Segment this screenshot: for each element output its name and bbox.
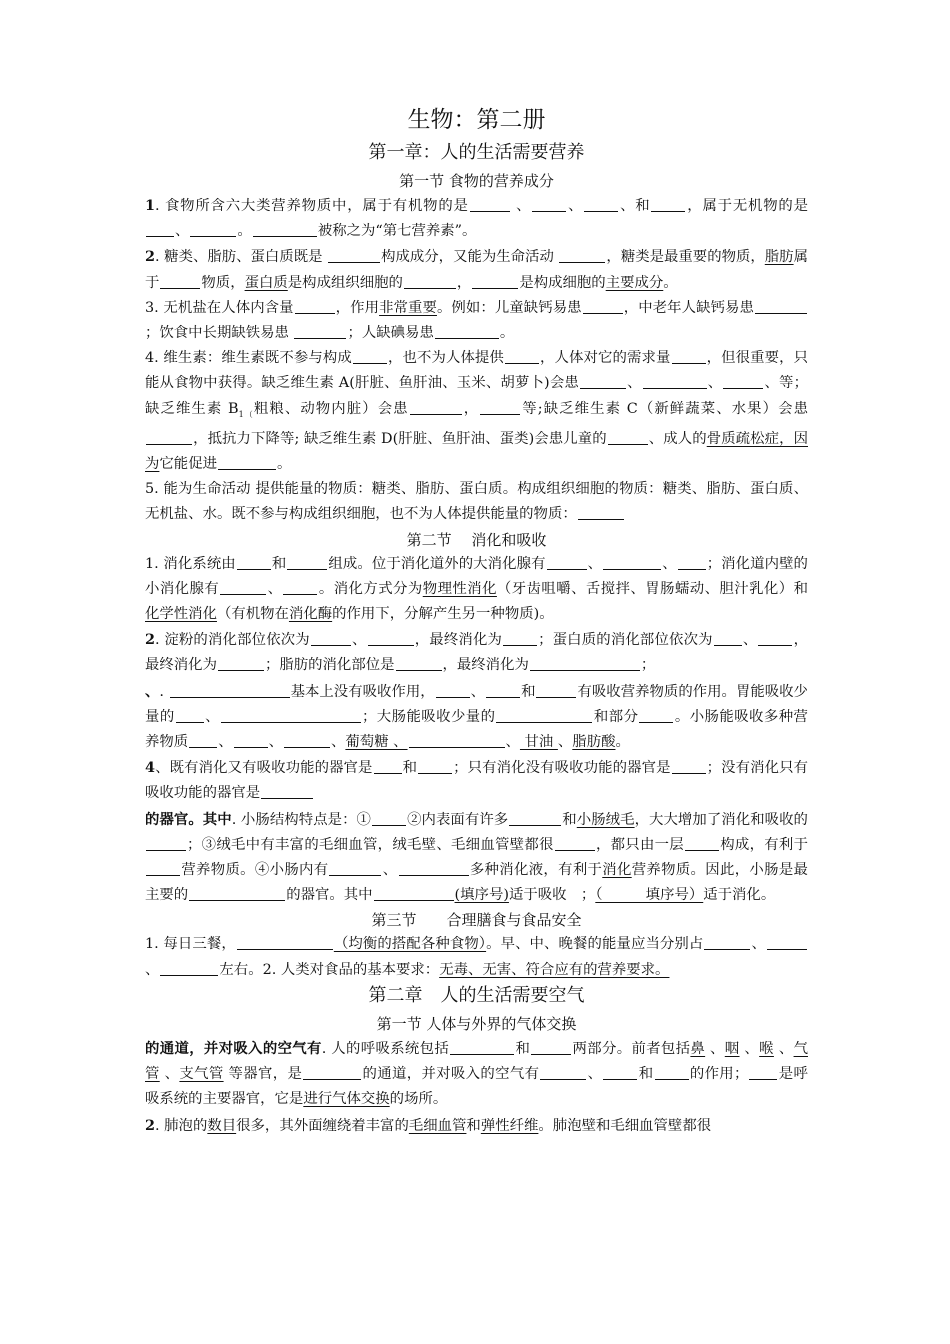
text: 、等；缺乏维生素 B <box>145 375 808 417</box>
text: 和 <box>515 1040 531 1057</box>
fill-blank <box>643 374 707 389</box>
fill-blank <box>536 682 576 697</box>
text: 的作用； <box>689 1066 749 1083</box>
text: 和部分 <box>593 708 639 725</box>
fill-blank <box>329 861 381 876</box>
text: 它能促进 <box>159 456 217 473</box>
fill-blank <box>532 197 566 212</box>
fill-blank <box>409 733 505 748</box>
fill-blank <box>372 810 406 825</box>
text: 、 <box>739 1040 760 1057</box>
text: 、 <box>470 683 486 700</box>
paragraph-1-2-5 <box>145 807 808 909</box>
fill-blank <box>672 349 706 364</box>
chapter-2-heading: 第二章 人的生活需要空气 <box>368 984 585 1006</box>
fill-blank <box>603 554 661 569</box>
underlined-answer: 消化酶 <box>288 606 333 623</box>
fill-blank <box>410 399 462 414</box>
text: 、 <box>773 1040 794 1057</box>
fill-blank <box>218 656 264 671</box>
fill-blank <box>146 429 192 444</box>
fill-blank <box>294 324 346 339</box>
item-number: 的通道，并对吸入的空气有 <box>145 1039 322 1057</box>
text: . 肺泡的 <box>155 1117 208 1134</box>
fill-blank <box>295 298 335 313</box>
text: 。例如：儿童缺钙易患 <box>436 299 582 316</box>
underlined-answer: 物理性消化 <box>422 580 497 597</box>
text: ，作用 <box>335 299 380 316</box>
underlined-answer: 蛋白质 <box>244 274 288 291</box>
fill-blank <box>603 1065 637 1080</box>
item-number: 2 <box>145 631 156 649</box>
text: 、 <box>557 734 573 751</box>
section-1-2-heading: 第二节 消化和吸收 <box>406 530 547 549</box>
fill-blank <box>283 579 317 594</box>
text: 、 <box>204 708 220 725</box>
text: 。 <box>663 274 678 291</box>
document-title: 生物：第二册 <box>407 107 546 133</box>
section-2-1-heading: 第一节 人体与外界的气体交换 <box>376 1014 577 1033</box>
paragraph-1-2-3 <box>145 679 808 756</box>
text: 等器官，是 <box>223 1066 303 1083</box>
text: 1. 消化系统由 <box>145 555 236 572</box>
text: 、 <box>145 961 160 978</box>
fill-blank <box>723 374 763 389</box>
text: 、 <box>159 1066 180 1083</box>
fill-blank <box>583 298 623 313</box>
paragraph-2-1-1 <box>145 1036 808 1113</box>
underlined-answer: 鼻 <box>690 1040 706 1057</box>
fill-blank <box>404 273 456 288</box>
paragraph-2-1-2 <box>145 1113 808 1139</box>
item-number: 的器官。其中 <box>145 810 232 828</box>
underlined-answer: 消化 <box>602 862 632 879</box>
text: 。 <box>615 734 630 751</box>
fill-blank <box>503 631 537 646</box>
paragraph-1-1-5 <box>145 477 808 527</box>
fill-blank <box>540 1065 586 1080</box>
text: ， <box>462 400 480 417</box>
fill-blank <box>450 1040 514 1055</box>
item-number: 、 <box>145 682 160 700</box>
underlined-answer: 甘油 <box>519 734 558 751</box>
text: ，都只由一层 <box>595 836 684 853</box>
text: 、 <box>505 734 520 751</box>
text: 多种消化液，有利于 <box>469 862 603 879</box>
fill-blank <box>435 324 499 339</box>
fill-blank <box>555 835 595 850</box>
underlined-answer: （均衡的搭配各种食物） <box>333 936 487 953</box>
underlined-answer: 小肠绒毛 <box>576 811 635 828</box>
text: . <box>159 683 169 700</box>
underlined-answer: 非常重要 <box>379 299 437 316</box>
text: 、和 <box>619 198 651 214</box>
text: ，属于无机物的是 <box>686 198 808 214</box>
text: 等;缺乏维生素 C（新鲜蔬菜、水果）会患 <box>521 400 808 417</box>
fill-blank <box>396 656 442 671</box>
fill-blank <box>218 455 276 470</box>
text: 。 <box>499 325 515 342</box>
fill-blank <box>559 248 605 263</box>
underlined-answer: 无毒、无害、符合应有的营养要求。 <box>439 961 670 978</box>
underlined-answer: 化学性消化 <box>145 606 217 623</box>
fill-blank <box>505 349 539 364</box>
fill-blank <box>758 631 792 646</box>
underlined-answer: 主要成分 <box>605 274 664 291</box>
text: 、 <box>382 862 398 879</box>
fill-blank <box>253 222 317 237</box>
underlined-answer: 支气管 <box>179 1066 224 1083</box>
fill-blank <box>220 579 266 594</box>
underlined-answer: （ 填序号） <box>595 887 704 904</box>
text: 和 <box>638 1066 654 1083</box>
fill-blank <box>672 759 706 774</box>
paragraph-1-1-4 <box>145 346 808 477</box>
text: ；饮食中长期缺铁易患 <box>145 325 294 342</box>
fill-blank <box>530 656 640 671</box>
text: ， <box>456 274 472 291</box>
fill-blank <box>146 222 174 237</box>
text: 。消化方式分为 <box>318 580 423 597</box>
fill-blank <box>578 505 624 520</box>
underlined-answer: 毛细血管 <box>408 1117 467 1134</box>
text: 有吸收营养物质的作用。胃能吸收少量的 <box>145 683 808 725</box>
text: 、 <box>587 555 603 572</box>
fill-blank <box>418 759 452 774</box>
fill-blank <box>160 960 218 975</box>
fill-blank <box>303 1065 361 1080</box>
text: 基本上没有吸收作用， <box>290 683 435 700</box>
text: 营养物质。因此，小肠是最主要的 <box>145 862 808 904</box>
fill-blank <box>368 631 414 646</box>
text: 。 <box>237 223 252 240</box>
text: 、 <box>705 1040 725 1057</box>
text: . 人的呼吸系统包括 <box>321 1040 450 1057</box>
text: ，糖类是最重要的物质， <box>606 249 765 266</box>
text: 物质， <box>201 274 245 291</box>
text: ，人体对它的需求量 <box>539 350 671 367</box>
text: 。肺泡壁和毛细血管壁都很 <box>538 1117 712 1134</box>
text: 。 <box>276 456 292 473</box>
fill-blank <box>480 399 520 414</box>
fill-blank <box>749 1065 777 1080</box>
text: 和 <box>271 555 287 572</box>
underlined-answer: 喉 <box>759 1040 774 1057</box>
underlined-answer: 骨质疏松症，因为 <box>145 430 808 473</box>
paragraph-1-1-3 <box>145 296 808 346</box>
text: 。早、中、晚餐的能量应当分别占 <box>486 936 704 953</box>
text: 的场所。 <box>389 1091 448 1108</box>
text: 构成成分，又能为生命活动 <box>381 249 559 266</box>
text: 很多，其外面缠绕着丰富的 <box>236 1117 409 1134</box>
text: . 小肠结构特点是：① <box>231 811 372 828</box>
paragraph-1-3-1 <box>145 932 808 982</box>
subscript: 1（ <box>238 409 254 419</box>
text: 、 <box>742 632 758 649</box>
underlined-answer: 气管 <box>145 1040 808 1083</box>
fill-blank <box>678 554 706 569</box>
fill-blank <box>311 631 351 646</box>
text: 左右。2. 人类对食品的基本要求： <box>219 961 440 978</box>
fill-blank <box>436 682 470 697</box>
text: （有机物在 <box>216 606 289 623</box>
fill-blank <box>509 810 561 825</box>
text: 营养物质。④小肠内有 <box>181 862 329 879</box>
text: （牙齿咀嚼、舌搅拌、胃肠蠕动、胆汁乳化）和 <box>496 580 808 597</box>
paragraph-1-1-1 <box>145 193 808 244</box>
text: ，中老年人缺钙易患 <box>623 299 754 316</box>
underlined-answer: 葡萄糖 、 <box>345 734 408 751</box>
fill-blank <box>284 733 330 748</box>
fill-blank <box>176 707 204 722</box>
item-number: 2 <box>145 1116 156 1134</box>
fill-blank <box>170 682 290 697</box>
fill-blank <box>328 248 380 263</box>
fill-blank <box>470 197 510 212</box>
fill-blank <box>237 935 333 950</box>
paragraph-1-2-4 <box>145 755 808 806</box>
text: 两部分。前者包括 <box>572 1040 691 1057</box>
fill-blank <box>190 222 236 237</box>
fill-blank <box>704 935 750 950</box>
underlined-answer: 脂肪酸 <box>572 734 616 751</box>
text: ；③绒毛中有丰富的毛细血管，绒毛壁、毛细血管壁都很 <box>187 836 554 853</box>
text: 组成。位于消化道外的大消化腺有 <box>328 555 546 572</box>
text: 、成人的 <box>648 430 707 447</box>
text: 和 <box>521 683 536 700</box>
fill-blank <box>767 935 807 950</box>
fill-blank <box>651 197 685 212</box>
text: ，最终消化为 <box>442 657 529 674</box>
text: 。小肠能吸收多种营养物质 <box>145 708 808 751</box>
fill-blank <box>353 349 387 364</box>
fill-blank <box>714 631 742 646</box>
text: 属于 <box>145 249 808 291</box>
text: 和 <box>562 811 577 828</box>
text: 、 <box>707 375 723 392</box>
underlined-answer: 进行气体交换 <box>303 1091 390 1108</box>
text: 、 <box>268 734 283 751</box>
text: 被称之为“第七营养素”。 <box>317 223 477 240</box>
text: ；脂肪的消化部位是 <box>264 657 395 674</box>
text: . 糖类、脂肪、蛋白质既是 <box>155 249 328 266</box>
fill-blank <box>580 374 626 389</box>
fill-blank <box>261 784 313 799</box>
text: 的作用下，分解产生另一种物质)。 <box>332 606 554 623</box>
text: ；只有消化没有吸收功能的器官是 <box>453 760 671 777</box>
text: 、 <box>626 375 642 392</box>
fill-blank <box>639 707 673 722</box>
text: 、 <box>218 734 233 751</box>
text: . 淀粉的消化部位依次为 <box>155 632 310 649</box>
item-number: 2 <box>145 248 156 266</box>
fill-blank <box>531 1040 571 1055</box>
text: 、 <box>567 198 584 214</box>
text: 和 <box>466 1117 481 1134</box>
text: 1. 每日三餐， <box>145 936 236 953</box>
text: ，但很重要，只能从食物中获得。缺乏维生素 A(肝脏、鱼肝油、玉米、胡萝卜)会患 <box>145 350 808 392</box>
text: 、 <box>331 734 346 751</box>
text: 粗粮、动物内脏）会患 <box>253 400 409 417</box>
text: 的器官。其中 <box>286 887 373 904</box>
text: 5. 能为生命活动 提供能量的物质：糖类、脂肪、蛋白质。构成组织细胞的物质：糖类、脂肪、蛋白质、无机盐、水。既不参与构成组织细胞，也不为人体提供能量的物质： <box>145 481 808 523</box>
underlined-answer: 弹性纤维 <box>480 1117 539 1134</box>
fill-blank <box>472 273 518 288</box>
text: ；大肠能吸收少量的 <box>361 708 496 725</box>
paragraph-1-1-2 <box>145 244 808 295</box>
text: 适于消化。 <box>703 887 776 904</box>
paragraph-1-2-2 <box>145 627 808 678</box>
fill-blank <box>486 682 520 697</box>
text: 、 <box>587 1066 603 1083</box>
text: 的通道，并对吸入的空气有 <box>362 1066 540 1083</box>
fill-blank <box>584 197 618 212</box>
text: ②内表面有许多 <box>407 811 509 828</box>
fill-blank <box>685 835 719 850</box>
item-number: 4 <box>145 759 156 777</box>
text: 、既有消化又有吸收功能的器官是 <box>155 760 373 777</box>
fill-blank <box>160 273 200 288</box>
fill-blank <box>496 707 592 722</box>
text: ，最终消化为 <box>414 632 503 649</box>
text: ；没有消化只有吸收功能的器官是 <box>145 760 808 802</box>
text: 、 <box>662 555 677 572</box>
fill-blank <box>189 886 285 901</box>
section-1-3-heading: 第三节 合理膳食与食品安全 <box>371 911 582 930</box>
fill-blank <box>755 298 807 313</box>
fill-blank <box>189 733 217 748</box>
underlined-answer: 数目 <box>207 1117 237 1134</box>
text: ，也不为人体提供 <box>387 350 504 367</box>
text: 和 <box>402 760 418 777</box>
text: ；蛋白质的消化部位依次为 <box>538 632 713 649</box>
text: 3. 无机盐在人体内含量 <box>145 299 294 316</box>
fill-blank <box>374 886 454 901</box>
text: 、 <box>351 632 367 649</box>
text: ； <box>640 657 656 674</box>
text: . 食物所含六大类营养物质中，属于有机物的是 <box>155 198 469 214</box>
text: ，抵抗力下降等; 缺乏维生素 D(肝脏、鱼肝油、蛋类)会患儿童的 <box>193 430 607 447</box>
fill-blank <box>146 835 186 850</box>
fill-blank <box>237 554 271 569</box>
text: 、 <box>267 580 283 597</box>
underlined-answer: 脂肪 <box>764 249 794 266</box>
text: 是构成组织细胞的 <box>287 274 403 291</box>
text: ；人缺碘易患 <box>347 325 434 342</box>
section-1-1-heading: 第一节 食物的营养成分 <box>399 172 554 190</box>
fill-blank <box>287 554 327 569</box>
text: ，大大增加了消化和吸收的 <box>634 811 808 828</box>
item-number: 1 <box>145 197 156 214</box>
text: 构成，有利于 <box>719 836 808 853</box>
text: 是呼吸系统的主要器官，它是 <box>145 1066 808 1108</box>
fill-blank <box>608 429 648 444</box>
text: 适于吸收 ； <box>508 887 596 904</box>
fill-blank <box>399 861 469 876</box>
text: 、 <box>175 223 190 240</box>
fill-blank <box>234 733 268 748</box>
text: 、 <box>751 936 766 953</box>
underlined-answer: 咽 <box>724 1040 740 1057</box>
fill-blank <box>221 707 361 722</box>
text: ，最终消化为 <box>145 632 808 674</box>
text: 4. 维生素：维生素既不参与构成 <box>145 350 352 367</box>
text: ；消化道内壁的小消化腺有 <box>145 555 808 597</box>
paragraph-1-2-1 <box>145 552 808 628</box>
fill-blank <box>374 759 402 774</box>
fill-blank <box>547 554 587 569</box>
fill-blank <box>146 861 180 876</box>
underlined-answer: (填序号) <box>454 887 509 904</box>
fill-blank <box>655 1065 689 1080</box>
chapter-1-heading: 第一章：人的生活需要营养 <box>368 142 585 163</box>
text: 是构成细胞的 <box>519 274 606 291</box>
text: 、 <box>510 198 532 214</box>
